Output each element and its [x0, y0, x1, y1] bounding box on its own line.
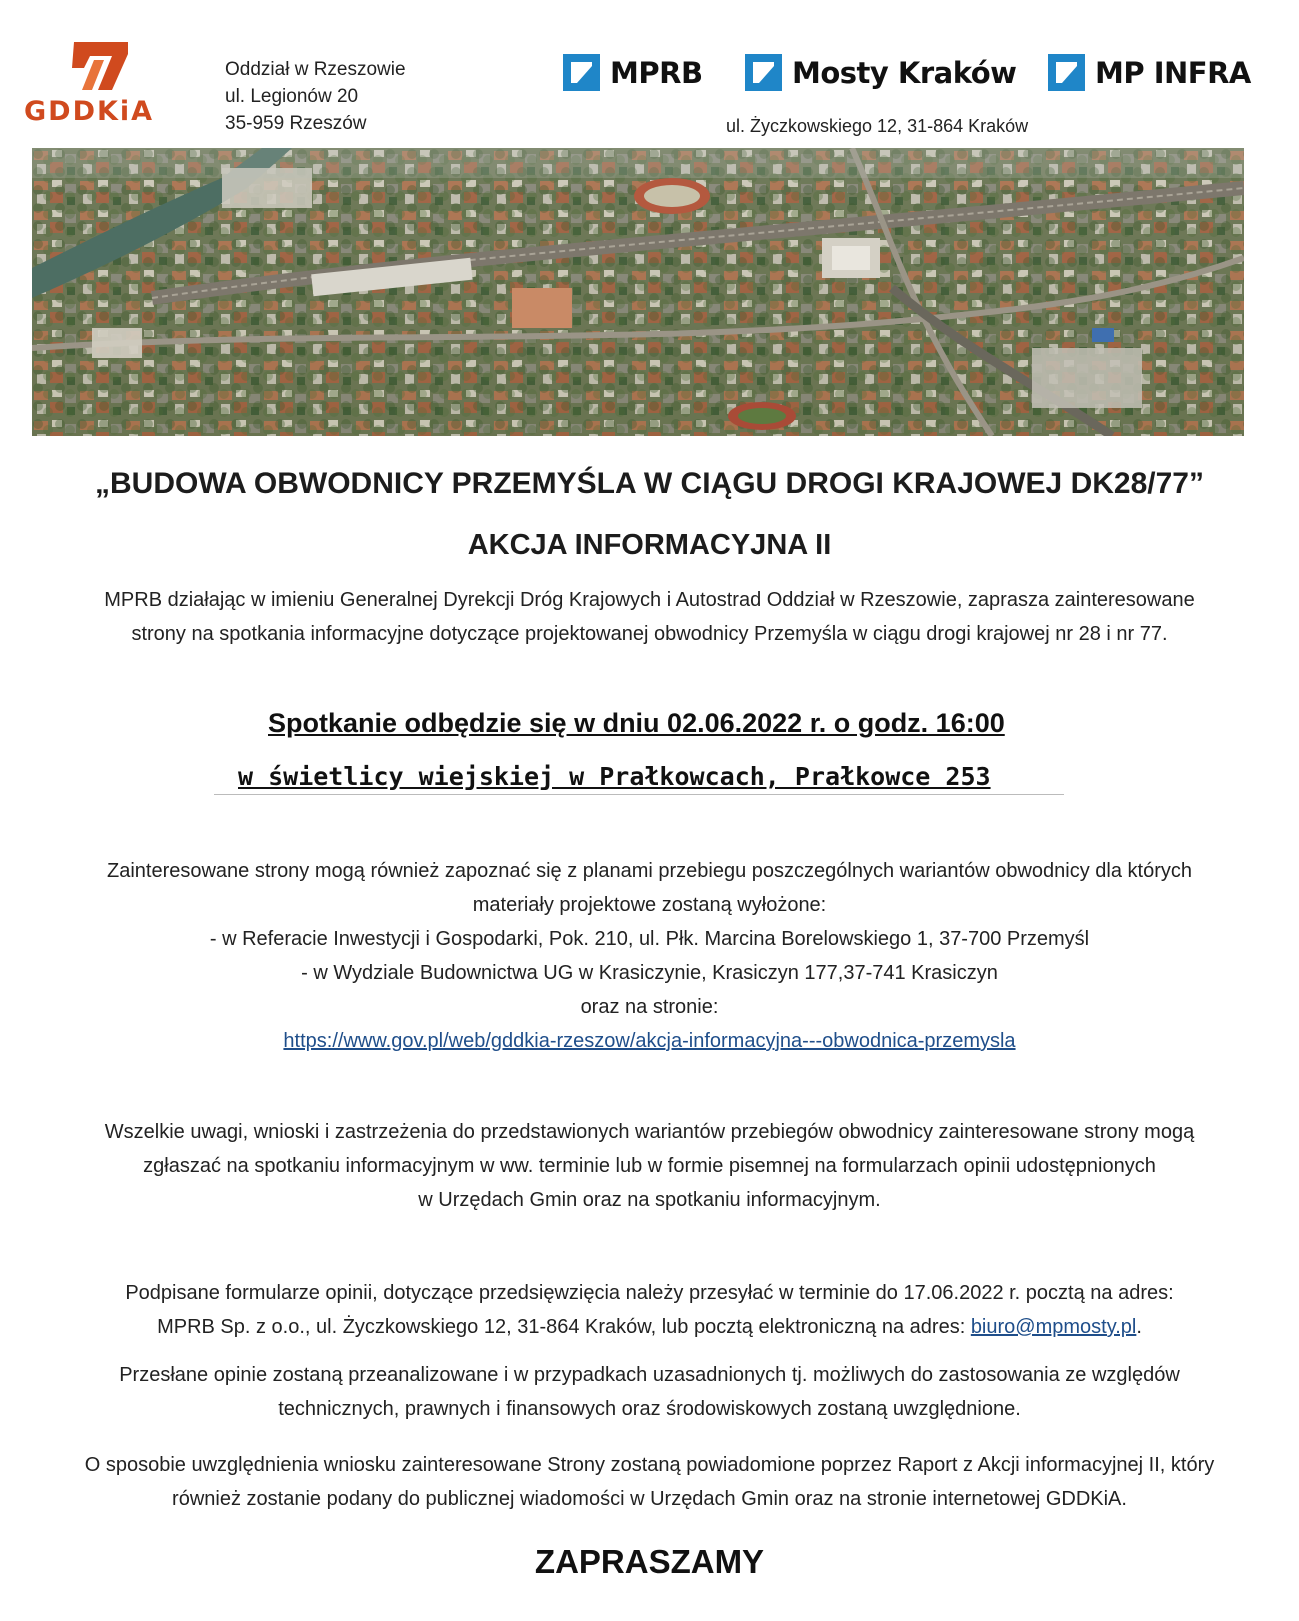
branch-address-line: Oddział w Rzeszowie [225, 59, 406, 80]
gddkia-road-icon [70, 40, 132, 92]
email-link[interactable]: biuro@mpmosty.pl [970, 1316, 1137, 1338]
mprb-mark-icon [563, 54, 600, 91]
mosty-krakow-logo [745, 54, 1016, 91]
materials-link[interactable]: https://www.gov.pl/web/gddkia-rzeszow/akcja-informacyjna---obwodnica-przemysla [283, 1030, 1016, 1052]
materials-line: - w Wydziale Budownictwa UG w Krasiczynie, Krasiczyn 177,37-741 Krasiczyn [301, 962, 998, 984]
remarks-paragraph [0, 1115, 1299, 1217]
mosty-krakow-logo-text: Mosty Kraków [792, 55, 1017, 90]
remarks-line: zgłaszać na spotkaniu informacyjnym w ww. terminie lub w formie pisemnej na formularzach opinii udostępnionych [143, 1155, 1156, 1177]
document-subtitle: AKCJA INFORMACYJNA II [467, 529, 832, 561]
mp-infra-logo-text: MP INFRA [1095, 55, 1251, 90]
materials-line: oraz na stronie: [580, 996, 719, 1018]
notice-line: również zostanie podany do publicznej wiadomości w Urzędach Gmin oraz na stronie internetowej GDDKiA. [172, 1488, 1127, 1510]
forms-line-2 [0, 1310, 1299, 1344]
materials-line: Zainteresowane strony mogą również zapoznać się z planami przebiegu poszczególnych wariantów obwodnicy dla których [106, 860, 1192, 882]
materials-line: materiały projektowe zostaną wyłożone: [472, 894, 827, 916]
aerial-city-photo [32, 148, 1244, 436]
intro-paragraph [0, 583, 1299, 651]
forms-address-text: MPRB Sp. z o.o., ul. Życzkowskiego 12, 31-864 Kraków, lub pocztą elektroniczną na adres: [157, 1316, 971, 1338]
branch-address [225, 56, 406, 137]
intro-line: MPRB działając w imieniu Generalnej Dyrekcji Dróg Krajowych i Autostrad Oddział w Rzeszowie, zaprasza zainteresowane [104, 589, 1195, 611]
gddkia-logo [24, 40, 174, 140]
company-address: ul. Życzkowskiego 12, 31-864 Kraków [726, 116, 1029, 136]
notice-line: O sposobie uwzględnienia wniosku zainteresowane Strony zostaną powiadomione poprzez Raport z Akcji informacyjnej II, który [84, 1454, 1215, 1476]
forms-line: Podpisane formularze opinii, dotyczące przedsięwzięcia należy przesyłać w terminie do 17.06.2022 r. pocztą na adres: [125, 1282, 1174, 1304]
materials-paragraph [0, 854, 1299, 1058]
forms-paragraph [0, 1276, 1299, 1344]
remarks-line: Wszelkie uwagi, wnioski i zastrzeżenia do przedstawionych wariantów przebiegów obwodnicy zainteresowane strony mogą [104, 1121, 1195, 1143]
meeting-date: Spotkanie odbędzie się w dniu 02.06.2022 r. o godz. 16:00 [268, 708, 1005, 738]
aerial-photo-illustration [32, 148, 1244, 436]
branch-address-line: 35-959 Rzeszów [225, 113, 367, 134]
materials-line: - w Referacie Inwestycji i Gospodarki, Pok. 210, ul. Płk. Marcina Borelowskiego 1, 37-700 Przemyśl [209, 928, 1090, 950]
mosty-krakow-mark-icon [745, 54, 782, 91]
review-paragraph [0, 1358, 1299, 1426]
mp-infra-logo [1048, 54, 1251, 91]
forms-line-end: . [1136, 1316, 1142, 1338]
notice-paragraph [0, 1448, 1299, 1516]
mprb-logo [563, 54, 703, 91]
document-title: „BUDOWA OBWODNICY PRZEMYŚLA W CIĄGU DROGI KRAJOWEJ DK28/77” [95, 467, 1204, 500]
meeting-place: w świetlicy wiejskiej w Prałkowcach, Prałkowce 253 [238, 762, 991, 791]
remarks-line: w Urzędach Gmin oraz na spotkaniu informacyjnym. [418, 1189, 881, 1211]
closing-invitation: ZAPRASZAMY [534, 1543, 765, 1580]
intro-line: strony na spotkania informacyjne dotyczące projektowanej obwodnicy Przemyśla w ciągu drogi krajowej nr 28 i nr 77. [131, 623, 1168, 645]
review-line: Przesłane opinie zostaną przeanalizowane i w przypadkach uzasadnionych tj. możliwych do zastosowania ze względów [119, 1364, 1180, 1386]
mprb-logo-text: MPRB [610, 55, 703, 90]
gddkia-logo-text: GDDKiA [24, 96, 155, 127]
branch-address-line: ul. Legionów 20 [225, 86, 359, 107]
mp-infra-mark-icon [1048, 54, 1085, 91]
review-line: technicznych, prawnych i finansowych oraz środowiskowych zostaną uwzględnione. [278, 1398, 1021, 1420]
meeting-divider [214, 794, 1064, 795]
